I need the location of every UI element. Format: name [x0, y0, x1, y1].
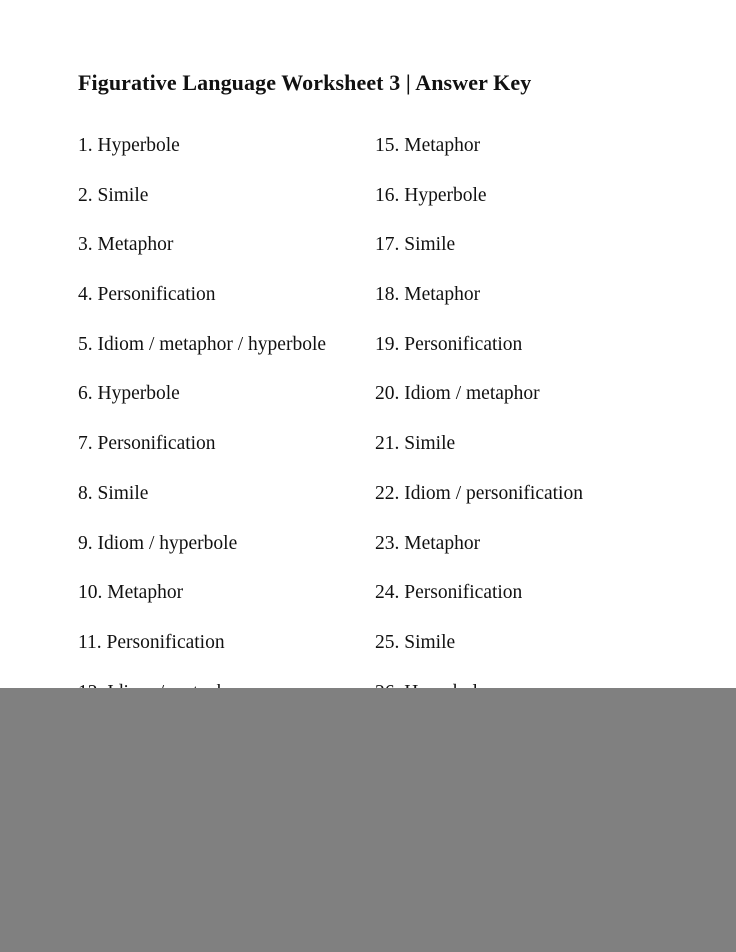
- answer-item: 7. Personification: [78, 433, 216, 455]
- answer-item: 1. Hyperbole: [78, 135, 180, 156]
- answer-item: 21. Simile: [375, 433, 456, 455]
- answer-item: 4. Personification: [78, 284, 216, 306]
- answer-item: 19. Personification: [375, 333, 523, 355]
- answer-list-right: [375, 134, 583, 730]
- answer-item: 17. Simile: [375, 234, 456, 256]
- answer-item: 5. Idiom / metaphor / hyperbole: [78, 333, 327, 355]
- answer-item: 25. Simile: [375, 631, 456, 653]
- answer-item: 11. Personification: [78, 631, 225, 653]
- answer-item: 16. Hyperbole: [375, 184, 487, 206]
- answer-list-left: [78, 134, 326, 730]
- answer-item: 10. Metaphor: [78, 582, 184, 604]
- answer-item: 20. Idiom / metaphor: [375, 383, 540, 405]
- answer-item: 23. Metaphor: [375, 532, 481, 554]
- answer-item: 24. Personification: [375, 582, 523, 604]
- answer-item: 2. Simile: [78, 184, 149, 206]
- answer-item: 22. Idiom / personification: [375, 482, 583, 504]
- answer-item: 6. Hyperbole: [78, 383, 180, 405]
- gray-overlay-panel: [0, 688, 736, 952]
- answer-item: 9. Idiom / hyperbole: [78, 532, 238, 554]
- answer-item: 18. Metaphor: [375, 284, 481, 306]
- answer-item: 3. Metaphor: [78, 234, 174, 256]
- answer-item: 8. Simile: [78, 482, 149, 504]
- answer-item: 15. Metaphor: [375, 135, 481, 156]
- page-title: Figurative Language Worksheet 3 | Answer Key: [78, 70, 532, 95]
